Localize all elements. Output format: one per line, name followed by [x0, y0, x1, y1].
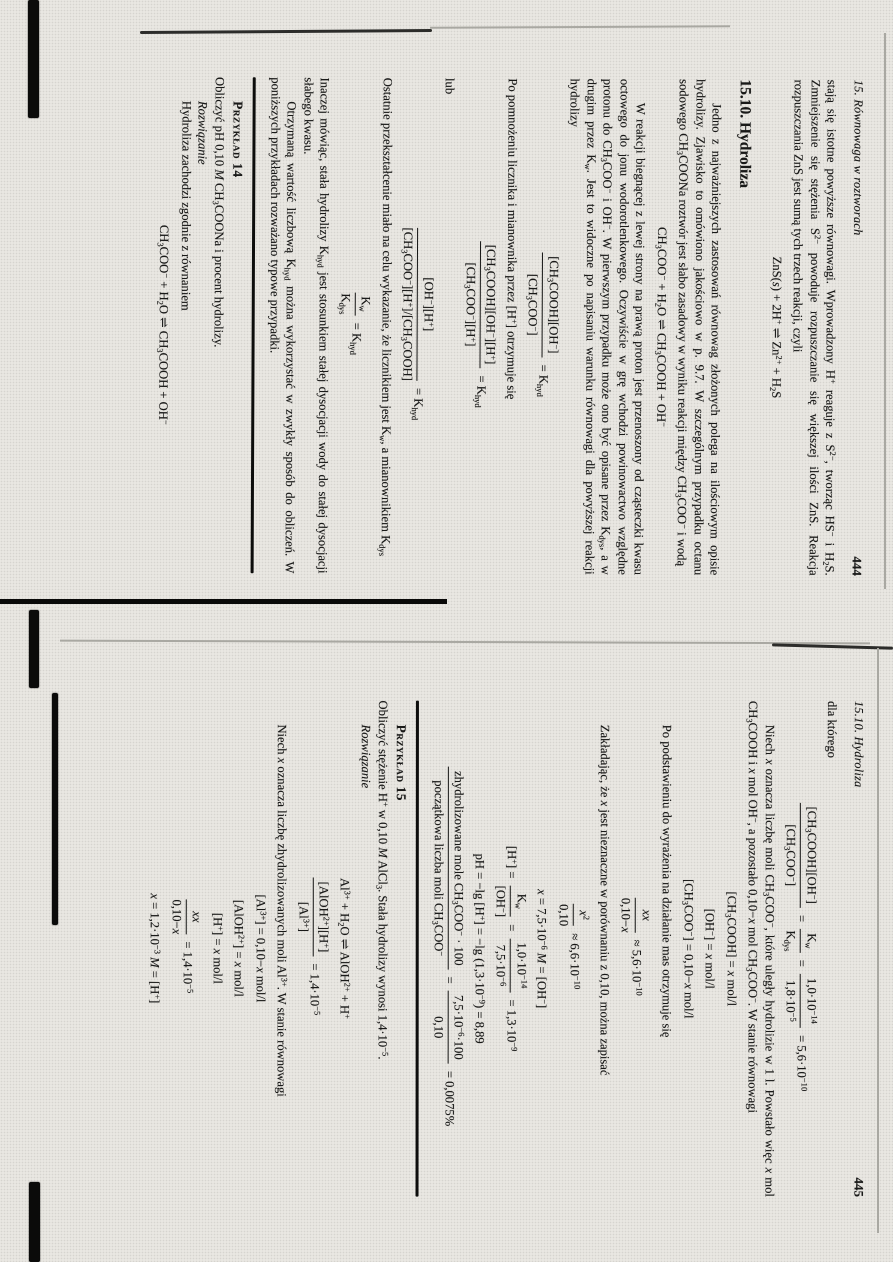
equation-acetate-water: $CH_3COO^- + H_2O$ ⇌ $CH_3COOH + OH^-$ — [653, 227, 670, 427]
equation-aluminium-constant — [295, 700, 331, 1196]
fraction-numerator: [OH−][H+] — [417, 228, 436, 381]
equation-h-plus — [493, 701, 529, 1197]
fraction-numerator: [AlOH$^{2+}$][H+] — [313, 878, 332, 957]
equals-sign: = — [504, 924, 519, 932]
paragraph-in-other-words: Inaczej mówiąc, stała hydrolizy $K_{hyd}$ jest stosunkiem stałej dysocjacji wody do stałej dysocjacji słabego kwasu. — [301, 77, 333, 574]
equals-sign: = — [794, 915, 809, 923]
equation-concentration-e: [AlOH$^{2+}$] = x mol/l — [232, 899, 248, 997]
fraction-numerator: $[CH_3COOH][OH^-][H^+]$ — [479, 241, 498, 369]
page-444 — [30, 18, 893, 622]
equation-khyd-value — [783, 701, 819, 1197]
fraction-numerator: $K_w$ — [800, 929, 819, 952]
equation-percent-hydrolysis — [430, 701, 466, 1197]
paragraph-intro: Jedno z najważniejszych zastosowań równowag złożonych polega na ilościowym opisie hydrolizy. Zjawisko to omówiono jakościowo w p. 9.7. W szczególnym przypadku octanu sodowego $CH_3COONa$ roztwór jest słabo zasadowy w wyniku reakcji między $CH_3COO^-$ i wodą — [674, 79, 725, 576]
fraction-denominator: początkowa liczba moli $CH_3COO^-$ — [430, 780, 447, 957]
page-number-444: 444 — [849, 556, 865, 576]
fraction-numerator: $K_w$ — [510, 886, 529, 917]
fraction-denominator: $[CH_3COO^-][H^+]$ — [462, 262, 479, 347]
equals-sign: = — [442, 976, 457, 984]
page-edge-line-bottom — [877, 648, 879, 1233]
example-divider-rule — [416, 701, 419, 1197]
equation-concentration-c: $[CH_3COO^-] = 0,10-x$ mol/l — [680, 879, 697, 1019]
fraction — [462, 241, 499, 369]
fraction-numerator: $7,5\cdot 10^{-6}\cdot 100$ — [448, 991, 467, 1064]
equation-rhs: = $K_{hyd}$ — [347, 322, 364, 355]
equation-zns: ZnS(s) + 2H+ ⇌ $Zn^{2+} + H_2S$ — [767, 256, 785, 399]
fraction — [493, 886, 529, 917]
equation-rhs: = $1,3\cdot 10^{-9}$ — [504, 999, 520, 1052]
equation-concentration-d: $[Al^{3+}] = 0,10-x$ mol/l — [253, 894, 269, 1003]
fraction — [783, 803, 819, 908]
equation-rhs: = $1,4\cdot 10^{-5}$ — [307, 963, 323, 1016]
paragraph-multiply: Po pomnożeniu licznika i mianownika przez [H+] otrzymuje się — [504, 78, 520, 400]
paragraph-continuation: stają się istotne powyższe równowagi. Wprowadzony H+ reaguje z $S^{2-}$, tworząc HS− i $H_2S$. Zmniejszenie się stężenia $S^{2-}$ powoduje rozpuszczanie się większej ilości ZnS. Reakcja rozpuszczania ZnS jest sumą tych trzech reakcji, czyli — [791, 79, 840, 576]
fraction-numerator: zhydrolizowane mole $CH_3COO^- \cdot 100$ — [448, 767, 467, 970]
paragraph-reaction: W reakcji biegnącej z lewej strony na prawą proton jest przenoszony od cząsteczki kwasu octowego do jonu wodorotlenkowego. Oczywiście w grę wchodzi powinowactwo względne protonu do $CH_3COO^-$ i OH−. W pierwszym przypadku może ono być opisane przez $K_{dys}$, a w drugim przez $K_w$. Jest to widoczne po napisaniu warunku równowagi dla powyższej reakcji hydrolizy — [568, 78, 649, 575]
fraction — [337, 292, 373, 315]
fraction — [525, 252, 561, 357]
fraction-denominator: $[CH_3COO^-]$ — [524, 273, 542, 336]
paragraph-value: Otrzymaną wartość liczbową $K_{hyd}$ można wykorzystać w zwykły sposób do obliczeń. W poniższych przykładach rozważano typowe przypadki. — [267, 77, 300, 574]
fraction — [493, 938, 529, 992]
equation-concentration-f: [H+] = x mol/l — [210, 912, 226, 984]
paragraph-last-transform: Ostatnie przekształcenie miało na celu wykazanie, że licznikiem jest $K_w$, a mianownikiem $K_{dys}$ — [377, 77, 395, 557]
equation-mass-action — [618, 701, 654, 1197]
fraction-numerator: $1,0\cdot 10^{-14}$ — [510, 938, 529, 992]
example-15-body: Obliczyć stężenie H+ w 0,10 M AlCl$_3$. Stała hydrolizy wynosi $1,4\cdot 10^{-5}$. — [374, 700, 391, 1060]
fraction-denominator: 0,10 — [556, 904, 571, 927]
word-lub: lub — [443, 78, 458, 95]
fraction — [399, 228, 436, 381]
equation-lhs: [H+] = — [504, 845, 520, 879]
fraction — [430, 991, 466, 1064]
fraction-numerator: $1,0\cdot 10^{-14}$ — [800, 974, 819, 1028]
fraction-denominator: $[Al^{3+}]$ — [296, 901, 312, 933]
fraction-denominator: 0,10 — [431, 1016, 446, 1039]
fraction-denominator: [OH−] — [494, 885, 510, 918]
equation-rhs: = $K_{hyd}$ — [535, 364, 551, 397]
paragraph-assumption: Zakładając, że x jest nieznaczne w porównaniu z 0,10, można zapisać — [597, 724, 612, 1076]
equation-rhs: = $K_{hyd}$ — [409, 388, 426, 421]
equation-ph: pH = −lg [H+] = −lg $(1,3\cdot 10^{-9}) = 8,89$ — [472, 853, 488, 1044]
example-14-body: Obliczyć pH 0,10 M $CH_3COONa$ i procent hydrolizy. — [210, 77, 227, 348]
paragraph-substitution: Po podstawieniu do wyrażenia na działanie mas otrzymuje się — [660, 724, 675, 1038]
equation-rhs: ≈ $5,6\cdot 10^{-10}$ — [629, 939, 645, 996]
solution-label: Rozwiązanie — [359, 724, 374, 789]
section-heading: 15.10. Hydroliza — [736, 79, 755, 189]
scan-edge-mark — [28, 0, 39, 118]
fraction-denominator: $1,8\cdot 10^{-5}$ — [784, 980, 800, 1022]
equation-hydrolysis-final: $CH_3COO^- + H_2O$ ⇌ $CH_3COOH + OH^-$ — [155, 224, 173, 425]
page-445 — [32, 642, 893, 1243]
fraction — [430, 767, 466, 970]
fraction-numerator: $K_w$ — [355, 292, 374, 315]
example-divider-rule — [251, 77, 256, 573]
fraction-numerator: $x^2$ — [573, 904, 592, 926]
page-edge-line-top — [884, 33, 886, 589]
equation-rhs: = $K_{hyd}$ — [472, 375, 489, 408]
equation-kw-kdys — [336, 78, 374, 574]
binding-fold-bar — [52, 693, 58, 925]
fraction-denominator: 0,10−x — [619, 897, 634, 933]
fraction-denominator: $K_{dys}$ — [782, 930, 799, 952]
equals-sign: = — [794, 959, 809, 967]
fraction-denominator: $7,5\cdot 10^{-6}$ — [494, 944, 510, 987]
fraction — [295, 878, 331, 957]
running-header-445 — [850, 701, 867, 1197]
paragraph-niech-x-2: Niech x oznacza liczbę zhydrolizowanych moli $Al^{3+}$. W stanie równowagi — [275, 724, 291, 1097]
equation-concentration-a: $[CH_3COOH] = x$ mol/l — [723, 891, 739, 1007]
equation-rhs: = 0,0075% — [442, 1070, 457, 1127]
equation-rhs: ≈ $6,6\cdot 10^{-10}$ — [567, 933, 583, 990]
fraction-denominator: $K_{dys}$ — [337, 293, 353, 315]
page-number-445: 445 — [851, 1177, 867, 1197]
equation-x-result: $x = 7,5\cdot 10^{-6}$ M = [OH−] — [535, 889, 551, 1009]
lead-line: dla którego — [825, 700, 840, 758]
fraction-denominator: $[CH_3COO^-][H^+]/[CH_3COOH]$ — [399, 227, 417, 381]
fraction — [783, 929, 819, 952]
fraction-numerator: $[CH_3COOH][OH^-]$ — [800, 803, 819, 908]
equation-khyd-1 — [524, 78, 562, 574]
page-separator-line — [0, 599, 447, 604]
equation-khyd-3 — [399, 78, 437, 574]
equation-x-squared — [555, 701, 591, 1197]
fraction — [618, 898, 654, 933]
equation-mass-action-2 — [168, 700, 204, 1196]
equation-concentration-b: [OH−] = x mol/l — [703, 908, 719, 989]
equation-aluminium: $Al^{3+} + H_2O$ ⇌ AlOH$^{2+}$ + H+ — [336, 878, 353, 1019]
fraction-numerator: xx — [635, 898, 654, 933]
scan-edge-mark-2 — [29, 610, 39, 688]
running-head-title: 15.10. Hydroliza — [851, 700, 866, 788]
fraction — [555, 904, 591, 926]
fraction-numerator: xx — [186, 899, 205, 934]
fraction-denominator: $[CH_3COO^-]$ — [782, 824, 800, 887]
solution-label: Rozwiązanie — [195, 100, 211, 165]
fraction — [783, 974, 819, 1028]
paragraph-niech-x: Niech x oznacza liczbę moli $CH_3COO^-$, które uległy hydrolizie w 1 l. Powstało więc x mol $CH_3COOH$ i x mol OH−, a pozostało 0,10−x mol $CH_3COO^-$. W stanie równowagi — [744, 700, 778, 1197]
equation-khyd-2 — [461, 78, 499, 574]
fraction-denominator: 0,10−x — [169, 899, 184, 935]
equation-rhs: = $1,4\cdot 10^{-5}$ — [180, 941, 196, 994]
solution-line: Hydroliza zachodzi zgodnie z równaniem — [178, 100, 194, 311]
equation-rhs: = $5,6\cdot 10^{-10}$ — [794, 1035, 810, 1092]
fraction-numerator: $[CH_3COOH][OH^-]$ — [542, 252, 561, 357]
example-15-title: Przykład 15 — [394, 724, 410, 802]
running-header-444 — [848, 80, 867, 576]
scan-edge-mark-3 — [29, 1182, 40, 1262]
running-head-title: 15. Równowaga w roztworach — [851, 79, 866, 236]
example-14-title: Przykład 14 — [230, 101, 247, 178]
equation-final-result: $x = 1,2\cdot 10^{-3}$ M = [H+] — [148, 893, 164, 1004]
fraction — [168, 899, 204, 934]
